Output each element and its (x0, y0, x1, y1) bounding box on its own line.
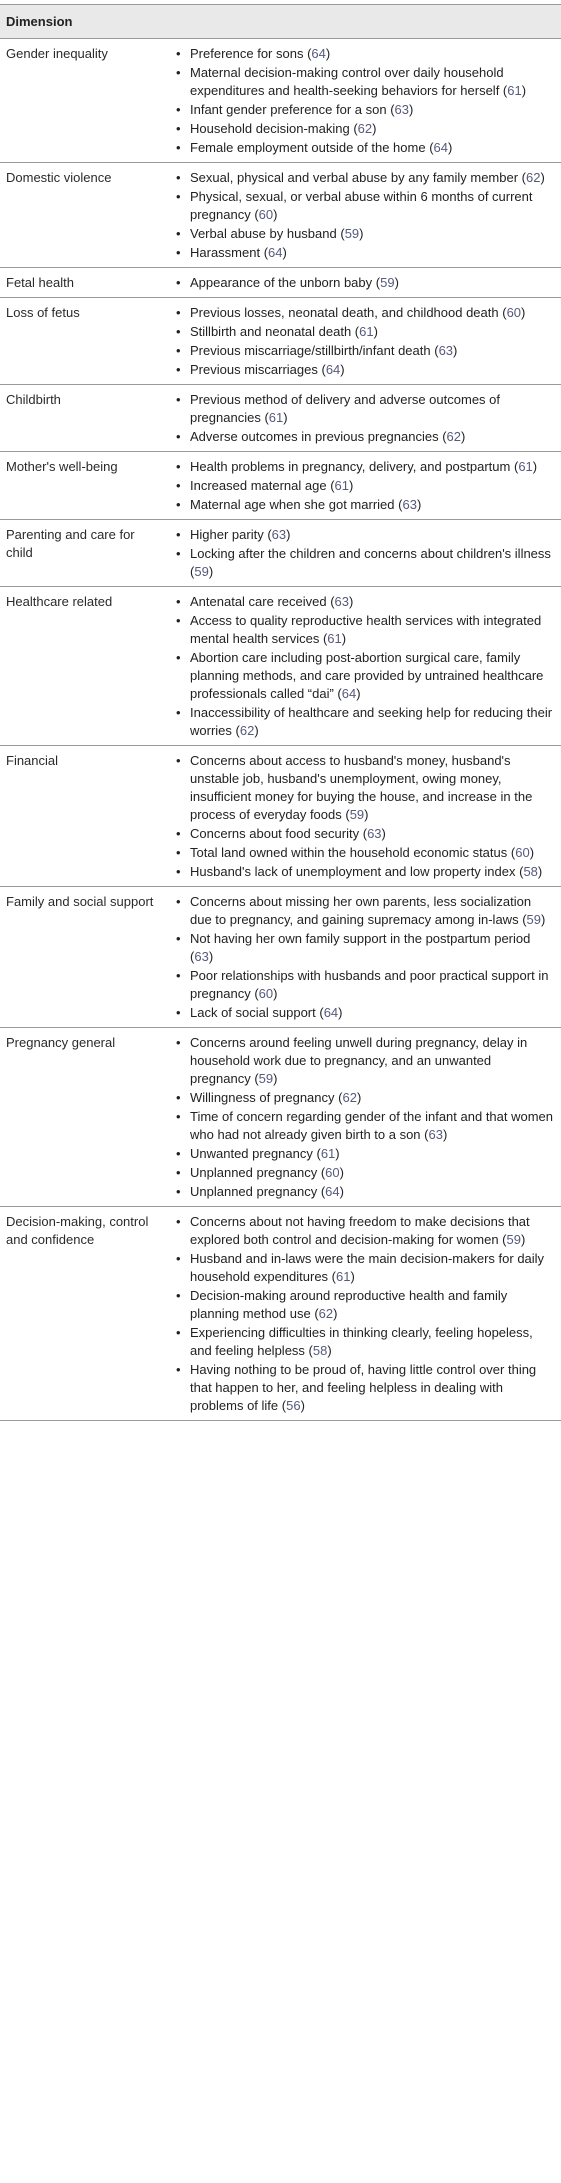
reference-link[interactable]: 59 (380, 275, 395, 290)
reference-link[interactable]: 59 (349, 807, 365, 822)
item-text: Sexual, physical and verbal abuse by any family member (190, 170, 519, 185)
items-cell (164, 268, 561, 298)
reference-link[interactable]: 62 (342, 1090, 357, 1105)
item-text: Preference for sons (190, 46, 304, 61)
items-cell (164, 385, 561, 452)
table-row (0, 163, 561, 268)
item-text: Husband and in-laws were the main decision-makers for daily household expenditures (190, 1251, 545, 1284)
reference-link[interactable]: 62 (239, 723, 255, 738)
table-row (0, 39, 561, 163)
list-item: • Total land owned within the household economic status (60) (190, 844, 555, 862)
reference-link[interactable]: 63 (428, 1127, 443, 1142)
list-item: • Antenatal care received (63) (190, 593, 555, 611)
item-text: Concerns about access to husband's money, husband's unstable job, husband's unemployment, owing money, insufficient money for buying the house, and increase in the process of everyday foods (190, 753, 533, 822)
items-cell (164, 587, 561, 746)
items-cell (164, 298, 561, 385)
reference-link[interactable]: 60 (325, 1165, 340, 1180)
reference-link[interactable]: 63 (394, 102, 409, 117)
table-body (0, 39, 561, 1421)
list-item: • Maternal age when she got married (63) (190, 496, 555, 514)
item-text: Previous losses, neonatal death, and childhood death (190, 305, 499, 320)
dimension-cell: Parenting and care for child (0, 520, 164, 587)
list-item: • Previous miscarriages (64) (190, 361, 555, 379)
list-item: • Unplanned pregnancy (64) (190, 1183, 555, 1201)
item-text: Verbal abuse by husband (190, 226, 337, 241)
dimension-cell: Fetal health (0, 268, 164, 298)
list-item: • Access to quality reproductive health services with integrated mental health services (61) (190, 612, 555, 648)
item-text: Adverse outcomes in previous pregnancies (190, 429, 439, 444)
reference-link[interactable]: 61 (359, 324, 374, 339)
list-item: • Husband's lack of unemployment and low property index (58) (190, 863, 555, 881)
table-row (0, 746, 561, 887)
items-list (170, 752, 555, 881)
reference-link[interactable]: 63 (334, 594, 350, 609)
list-item: • Husband and in-laws were the main decision-makers for daily household expenditures (61) (190, 1250, 555, 1286)
list-item: • Decision-making around reproductive health and family planning method use (62) (190, 1287, 555, 1323)
items-list (170, 274, 555, 292)
item-text: Household decision-making (190, 121, 350, 136)
items-list (170, 304, 555, 379)
item-text: Antenatal care received (190, 594, 327, 609)
item-text: Higher parity (190, 527, 264, 542)
item-text: Time of concern regarding gender of the infant and that women who had not already given birth to a son (190, 1109, 554, 1142)
items-list (170, 169, 555, 262)
reference-link[interactable]: 63 (402, 497, 417, 512)
item-text: Abortion care including post-abortion surgical care, family planning methods, and care provided by untrained healthcare professionals called “dai” (190, 650, 544, 701)
reference-link[interactable]: 63 (271, 527, 287, 542)
list-item: • Time of concern regarding gender of the infant and that women who had not already given birth to a son (63) (190, 1108, 555, 1144)
list-item: • Preference for sons (64) (190, 45, 555, 63)
list-item: • Inaccessibility of healthcare and seeking help for reducing their worries (62) (190, 704, 555, 740)
item-text: Locking after the children and concerns about children's illness (190, 546, 551, 561)
reference-link[interactable]: 58 (523, 864, 538, 879)
reference-link[interactable]: 63 (194, 949, 209, 964)
list-item: • Poor relationships with husbands and poor practical support in pregnancy (60) (190, 967, 555, 1003)
dimension-cell: Mother's well-being (0, 452, 164, 520)
item-text: Concerns about missing her own parents, less socialization due to pregnancy, and gaining supremacy among in-laws (190, 894, 532, 927)
item-text: Having nothing to be proud of, having little control over thing that happen to her, and feeling helpless in dealing with problems of life (190, 1362, 537, 1413)
reference-link[interactable]: 60 (515, 845, 530, 860)
items-cell (164, 39, 561, 163)
reference-link[interactable]: 59 (344, 226, 360, 241)
list-item: • Concerns around feeling unwell during pregnancy, delay in household work due to pregnancy, and an unwanted pregnancy (59) (190, 1034, 555, 1088)
item-text: Health problems in pregnancy, delivery, and postpartum (190, 459, 511, 474)
item-text: Previous miscarriage/stillbirth/infant death (190, 343, 431, 358)
reference-link[interactable]: 61 (268, 410, 284, 425)
reference-link[interactable]: 63 (438, 343, 454, 358)
reference-link[interactable]: 62 (446, 429, 462, 444)
list-item: • Previous miscarriage/stillbirth/infant death (63) (190, 342, 555, 360)
items-cell (164, 1028, 561, 1207)
reference-link[interactable]: 59 (258, 1071, 274, 1086)
reference-link[interactable]: 61 (518, 459, 533, 474)
list-item: • Physical, sexual, or verbal abuse within 6 months of current pregnancy (60) (190, 188, 555, 224)
list-item: • Having nothing to be proud of, having little control over thing that happen to her, and feeling helpless in dealing with problems of life (56) (190, 1361, 555, 1415)
list-item: • Maternal decision-making control over daily household expenditures and health-seeking behaviors for herself (61) (190, 64, 555, 100)
list-item: • Female employment outside of the home (64) (190, 139, 555, 157)
item-text: Increased maternal age (190, 478, 327, 493)
list-item: • Appearance of the unborn baby (59) (190, 274, 555, 292)
item-text: Unplanned pregnancy (190, 1184, 318, 1199)
list-item: • Willingness of pregnancy (62) (190, 1089, 555, 1107)
item-text: Previous method of delivery and adverse outcomes of pregnancies (190, 392, 501, 425)
dimension-cell: Family and social support (0, 887, 164, 1028)
item-text: Concerns about food security (190, 826, 360, 841)
table-row (0, 1028, 561, 1207)
items-cell (164, 887, 561, 1028)
list-item: • Previous method of delivery and adverse outcomes of pregnancies (61) (190, 391, 555, 427)
reference-link[interactable]: 61 (334, 478, 350, 493)
items-list (170, 893, 555, 1022)
reference-link[interactable]: 59 (194, 564, 209, 579)
list-item: • Concerns about not having freedom to make decisions that explored both control and decision-making for women (59) (190, 1213, 555, 1249)
item-text: Husband's lack of unemployment and low property index (190, 864, 516, 879)
reference-link[interactable]: 59 (526, 912, 541, 927)
items-list (170, 458, 555, 514)
item-text: Concerns about not having freedom to make decisions that explored both control and decision-making for women (190, 1214, 530, 1247)
dimension-cell: Decision-making, control and confidence (0, 1207, 164, 1421)
dimension-cell: Domestic violence (0, 163, 164, 268)
table-row (0, 1207, 561, 1421)
dimension-cell: Childbirth (0, 385, 164, 452)
reference-link[interactable]: 60 (258, 986, 274, 1001)
table-row (0, 887, 561, 1028)
table-row (0, 385, 561, 452)
items-cell (164, 452, 561, 520)
item-text: Inaccessibility of healthcare and seeking help for reducing their worries (190, 705, 553, 738)
items-list (170, 1213, 555, 1415)
list-item: • Lack of social support (64) (190, 1004, 555, 1022)
reference-link[interactable]: 60 (258, 207, 274, 222)
reference-link[interactable]: 58 (312, 1343, 328, 1358)
reference-link[interactable]: 63 (367, 826, 382, 841)
table-row (0, 520, 561, 587)
list-item: • Verbal abuse by husband (59) (190, 225, 555, 243)
item-text: Maternal age when she got married (190, 497, 395, 512)
reference-link[interactable]: 64 (323, 1005, 339, 1020)
items-list (170, 391, 555, 446)
item-text: Physical, sexual, or verbal abuse within 6 months of current pregnancy (190, 189, 533, 222)
item-text: Willingness of pregnancy (190, 1090, 335, 1105)
items-cell (164, 1207, 561, 1421)
reference-link[interactable]: 64 (325, 1184, 340, 1199)
items-list (170, 1034, 555, 1201)
list-item: • Previous losses, neonatal death, and childhood death (60) (190, 304, 555, 322)
reference-link[interactable]: 56 (286, 1398, 301, 1413)
reference-link[interactable]: 64 (325, 362, 341, 377)
list-item: • Concerns about missing her own parents, less socialization due to pregnancy, and gaining supremacy among in-laws (59) (190, 893, 555, 929)
dimension-cell: Loss of fetus (0, 298, 164, 385)
item-text: Access to quality reproductive health services with integrated mental health services (190, 613, 542, 646)
table-row (0, 268, 561, 298)
item-text: Unwanted pregnancy (190, 1146, 313, 1161)
item-text: Decision-making around reproductive health and family planning method use (190, 1288, 508, 1321)
table-row (0, 298, 561, 385)
list-item: • Not having her own family support in the postpartum period (63) (190, 930, 555, 966)
table-row (0, 587, 561, 746)
dimension-cell: Healthcare related (0, 587, 164, 746)
table-row (0, 452, 561, 520)
items-cell (164, 520, 561, 587)
items-list (170, 45, 555, 157)
item-text: Unplanned pregnancy (190, 1165, 318, 1180)
item-text: Poor relationships with husbands and poor practical support in pregnancy (190, 968, 549, 1001)
list-item: • Unplanned pregnancy (60) (190, 1164, 555, 1182)
items-list (170, 526, 555, 581)
item-text: Maternal decision-making control over daily household expenditures and health-seeking behaviors for herself (190, 65, 504, 98)
dimension-cell: Financial (0, 746, 164, 887)
item-text: Appearance of the unborn baby (190, 275, 373, 290)
item-text: Previous miscarriages (190, 362, 318, 377)
list-item: • Increased maternal age (61) (190, 477, 555, 495)
reference-link[interactable]: 64 (311, 46, 326, 61)
item-text: Female employment outside of the home (190, 140, 426, 155)
item-text: Not having her own family support in the postpartum period (190, 931, 531, 946)
item-text: Total land owned within the household economic status (190, 845, 508, 860)
reference-link[interactable]: 64 (341, 686, 357, 701)
reference-link[interactable]: 60 (506, 305, 522, 320)
reference-link[interactable]: 61 (507, 83, 522, 98)
reference-link[interactable]: 61 (327, 631, 342, 646)
items-cell (164, 163, 561, 268)
reference-link[interactable]: 62 (357, 121, 373, 136)
item-text: Experiencing difficulties in thinking clearly, feeling hopeless, and feeling helpless (190, 1325, 533, 1358)
list-item: • Infant gender preference for a son (63) (190, 101, 555, 119)
item-text: Concerns around feeling unwell during pregnancy, delay in household work due to pregnancy, and an unwanted pregnancy (190, 1035, 528, 1086)
reference-link[interactable]: 62 (318, 1306, 334, 1321)
item-text: Lack of social support (190, 1005, 316, 1020)
list-item: • Health problems in pregnancy, delivery, and postpartum (61) (190, 458, 555, 476)
item-text: Stillbirth and neonatal death (190, 324, 352, 339)
item-text: Harassment (190, 245, 261, 260)
dimension-table (0, 4, 561, 1421)
dimension-cell: Gender inequality (0, 39, 164, 163)
item-text: Infant gender preference for a son (190, 102, 387, 117)
list-item: • Higher parity (63) (190, 526, 555, 544)
list-item: • Concerns about access to husband's money, husband's unstable job, husband's unemployment, owing money, insufficient money for buying the house, and increase in the process of everyday foods (59) (190, 752, 555, 824)
items-list (170, 593, 555, 740)
dimension-cell: Pregnancy general (0, 1028, 164, 1207)
list-item: • Unwanted pregnancy (61) (190, 1145, 555, 1163)
list-item: • Concerns about food security (63) (190, 825, 555, 843)
list-item: • Locking after the children and concerns about children's illness (59) (190, 545, 555, 581)
list-item: • Experiencing difficulties in thinking clearly, feeling hopeless, and feeling helpless (58) (190, 1324, 555, 1360)
list-item: • Abortion care including post-abortion surgical care, family planning methods, and care provided by untrained healthcare professionals called “dai” (64) (190, 649, 555, 703)
list-item: • Household decision-making (62) (190, 120, 555, 138)
items-cell (164, 746, 561, 887)
reference-link[interactable]: 62 (526, 170, 541, 185)
list-item: • Stillbirth and neonatal death (61) (190, 323, 555, 341)
reference-link[interactable]: 64 (433, 140, 448, 155)
reference-link[interactable]: 61 (320, 1146, 336, 1161)
list-item: • Adverse outcomes in previous pregnancies (62) (190, 428, 555, 446)
reference-link[interactable]: 59 (506, 1232, 521, 1247)
list-item: • Harassment (64) (190, 244, 555, 262)
list-item: • Sexual, physical and verbal abuse by any family member (62) (190, 169, 555, 187)
table-header-row (0, 5, 561, 39)
column-header-dimension: Dimension (0, 5, 561, 39)
reference-link[interactable]: 61 (336, 1269, 351, 1284)
reference-link[interactable]: 64 (268, 245, 283, 260)
